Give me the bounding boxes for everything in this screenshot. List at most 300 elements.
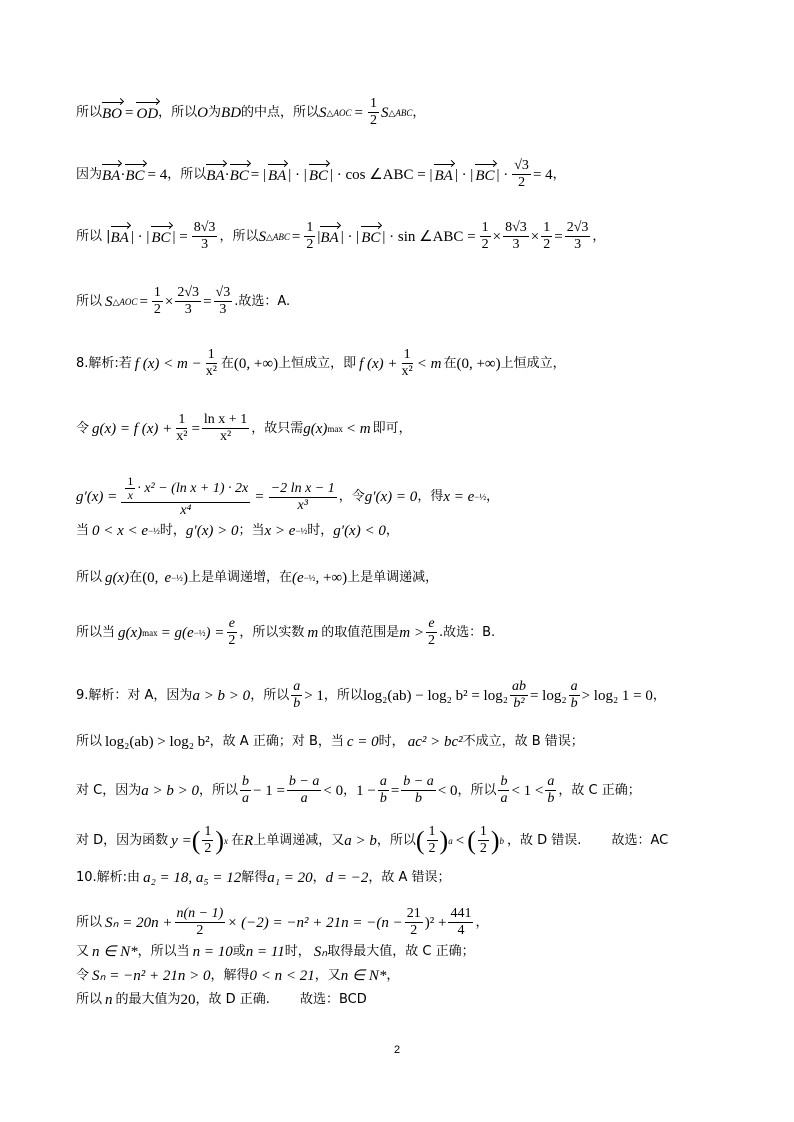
text: = (125, 104, 134, 121)
math: g′(x) = (76, 489, 118, 505)
denominator: 2 (153, 302, 161, 317)
vector-od: OD (136, 101, 158, 124)
denominator: 2 (204, 841, 212, 856)
text: × (492, 228, 502, 245)
math: n ∈ N* (92, 944, 138, 960)
denominator: 3 (201, 237, 209, 252)
denominator: 2 (428, 633, 435, 648)
text: | · | (288, 166, 307, 183)
vector-bc: BC (151, 225, 170, 248)
math: (e (291, 570, 304, 586)
math: ac² > bc² (407, 734, 463, 750)
numerator: 1 (306, 220, 314, 235)
denominator: x⁴ (180, 503, 192, 518)
text: ，故 D 错误. (507, 832, 582, 848)
text: ，所以实数 (239, 624, 305, 640)
text: ；当 (238, 523, 265, 538)
numerator: 1 (127, 474, 134, 488)
math: f (x) + (359, 355, 398, 372)
text: ，所以 (323, 687, 363, 703)
exponent: x (224, 835, 229, 846)
subscript: max (327, 423, 343, 434)
subscript: △ABC (265, 231, 290, 242)
text: = (554, 228, 563, 245)
line-1 (76, 96, 754, 129)
text: 即可， (372, 420, 412, 436)
numerator: a (379, 774, 387, 789)
numerator: 1 (428, 824, 436, 839)
line-3 (76, 220, 754, 253)
text: = (191, 420, 200, 437)
denominator: b (547, 791, 555, 806)
text: 上单调递减，又 (253, 832, 345, 848)
text: 解得 (241, 870, 268, 885)
math: g′(x) > 0 (185, 523, 239, 539)
text: 上恒成立，即 (278, 355, 357, 371)
numerator: 1 (178, 412, 186, 427)
text: (0, +∞) (233, 355, 279, 372)
subscript: △AOC (112, 296, 138, 307)
text: ，故 C 正确； (558, 782, 641, 798)
math: S (258, 228, 266, 245)
fraction (291, 679, 302, 712)
text: ， (552, 166, 566, 182)
paren-left: ( (467, 825, 476, 855)
text: 因为 (76, 166, 103, 182)
denominator: b (379, 791, 387, 806)
numerator: a (293, 679, 301, 694)
text: = 4 (532, 166, 553, 183)
text: ， (343, 782, 357, 798)
text: | · | (454, 166, 474, 183)
numerator (121, 475, 250, 503)
line-10 (76, 616, 754, 649)
text: 的最大值为 (115, 992, 181, 1007)
exponent: −½ (295, 526, 308, 536)
math: n (105, 992, 113, 1008)
numerator: e (428, 616, 435, 631)
fraction (569, 679, 580, 712)
text: 故选：BCD (299, 992, 367, 1007)
vector-ba: BA (434, 163, 452, 186)
line-14 (76, 824, 754, 857)
denominator: a (241, 791, 249, 806)
text: 上恒成立， (500, 355, 566, 371)
math: e (164, 570, 172, 586)
denominator: b² (513, 696, 525, 711)
numerator: 1 (204, 824, 212, 839)
denominator: 2 (481, 237, 489, 252)
exponent: −½ (474, 492, 487, 502)
vector-bc: BC (475, 163, 494, 186)
numerator: b (241, 774, 249, 789)
denominator: x² (205, 364, 217, 379)
text: × (164, 293, 174, 310)
line-9 (76, 568, 754, 588)
fraction (378, 774, 389, 807)
numerator: 441 (450, 906, 472, 921)
math: < m (416, 355, 442, 372)
text: 对 C，因为 (76, 782, 142, 798)
text: ，得 (417, 489, 444, 504)
text: ，所以当 (137, 944, 190, 959)
math: × (−2) = −n² + 21n = −(n − (227, 914, 403, 931)
fraction (545, 774, 556, 807)
text: 在 (129, 570, 143, 585)
text: )² + (424, 914, 447, 931)
text: 所以 (76, 570, 103, 585)
numerator: 8√3 (193, 220, 216, 235)
vector-ba: BA (206, 163, 224, 186)
text: ，故只需 (251, 420, 304, 436)
fraction (512, 158, 531, 191)
text: .故选：B. (439, 624, 496, 640)
line-13 (76, 774, 754, 807)
text: | · | (340, 228, 360, 245)
numerator: 1 (153, 285, 161, 300)
fraction (510, 679, 528, 712)
fraction (202, 824, 213, 857)
denominator: 2 (479, 841, 487, 856)
text: | = (172, 228, 188, 245)
denominator: 4 (457, 923, 465, 938)
text: ， (412, 104, 426, 120)
text: | (317, 228, 321, 245)
math: g′(x) = 0 (364, 489, 418, 505)
text: · (120, 166, 126, 183)
denominator: 3 (574, 237, 582, 252)
math: R (244, 832, 254, 849)
numerator: ln x + 1 (203, 412, 248, 427)
fraction (565, 220, 591, 253)
math: S (319, 104, 327, 121)
text: ， (312, 870, 326, 885)
text: 令 (76, 968, 90, 983)
text: 所以 (76, 734, 103, 749)
vector-bc: BC (230, 163, 249, 186)
denominator: a (300, 791, 308, 806)
line-8 (76, 521, 754, 541)
denominator: 3 (512, 237, 520, 252)
fraction (214, 285, 233, 318)
vector-ba: BA (268, 163, 286, 186)
text: (0, (142, 570, 159, 586)
text: − 1 = (252, 782, 285, 799)
numerator: 1 (369, 96, 377, 111)
fraction (448, 906, 473, 939)
paren-left: ( (415, 825, 425, 855)
text: ，所以 (250, 687, 290, 703)
math: x = e (443, 489, 475, 505)
math: S (105, 293, 113, 310)
fraction (426, 616, 437, 649)
line-16 (76, 906, 754, 939)
text: 又 (76, 944, 90, 959)
text: < (455, 832, 465, 849)
numerator: b − a (288, 774, 320, 789)
text: | · cos ∠ABC = | (329, 166, 433, 183)
line-15 (76, 868, 754, 888)
fraction (204, 347, 219, 380)
denominator: 2 (410, 923, 418, 938)
numerator: 1 (543, 220, 551, 235)
math: S (380, 104, 389, 121)
denominator: x (127, 488, 133, 502)
text: log₂(ab) − log₂ b² = log₂ (362, 687, 508, 704)
paren-right: ) (490, 825, 500, 855)
text: = (255, 489, 264, 505)
math: n = 10 (192, 944, 233, 960)
text: 为 (208, 104, 222, 120)
text: ，所以 (457, 782, 497, 798)
math: ) = (205, 624, 225, 641)
paren-left: ( (191, 825, 201, 855)
denominator: 2 (228, 633, 236, 648)
text: = | (250, 166, 266, 183)
text: 上是单调递增，在 (187, 570, 292, 585)
denominator: 2 (306, 237, 314, 252)
math: m > (399, 624, 424, 641)
text: | · | (130, 228, 150, 245)
text: 上是单调递减， (347, 570, 439, 585)
math: O (197, 104, 209, 121)
text: 所以 (76, 293, 103, 309)
line-11 (76, 679, 754, 712)
line-18 (76, 966, 754, 986)
math: g(x) (118, 624, 143, 641)
vector-bc: BC (361, 225, 380, 248)
text: 所以 | (76, 228, 111, 244)
math: a₂ = 18, a₅ = 12 (143, 870, 242, 886)
text: ，所以 (219, 228, 259, 244)
text: 时， (378, 734, 405, 749)
text: ， (486, 489, 500, 504)
line-17 (76, 942, 754, 962)
text: 在 (220, 355, 234, 371)
text: 或 (232, 944, 246, 959)
math: a > b (344, 832, 377, 849)
line-12 (76, 732, 754, 752)
text: .故选：A. (234, 293, 291, 309)
text: 在 (231, 832, 245, 848)
fraction (401, 774, 435, 807)
math: Sₙ = −n² + 21n > 0 (92, 968, 211, 984)
text: 时， (284, 944, 311, 959)
text: = 4 (147, 166, 168, 183)
numerator: 2√3 (566, 220, 589, 235)
text: ，所以 (376, 832, 416, 848)
text: 8.解析:若 (76, 355, 132, 371)
text: log₂(ab) > log₂ b² (105, 734, 210, 750)
text: ，解得 (210, 968, 250, 983)
numerator: 8√3 (505, 220, 527, 235)
text: > log₂ 1 = 0 (581, 687, 653, 704)
text: 9.解析：对 A，因为 (76, 687, 193, 703)
text: 10.解析:由 (76, 870, 141, 885)
text: ) (182, 570, 188, 586)
text: = (291, 228, 301, 245)
denominator: b (293, 696, 301, 711)
math: = g(e (160, 624, 194, 641)
fraction (240, 774, 251, 807)
numerator: e (228, 616, 236, 631)
text: = log₂ (529, 687, 567, 704)
math: a > b > 0 (192, 687, 251, 704)
fraction (541, 220, 552, 253)
math: n ∈ N* (340, 968, 387, 984)
text: 所以 (76, 992, 103, 1007)
fraction (503, 220, 529, 253)
text: ，令 (338, 489, 365, 504)
line-7 (76, 475, 754, 519)
fraction (480, 220, 491, 253)
denominator: x² (176, 429, 188, 444)
math: m (307, 624, 319, 641)
exponent: −½ (148, 526, 160, 536)
subscript: max (142, 627, 158, 638)
exponent: −½ (193, 627, 206, 638)
math: c = 0 (346, 734, 379, 750)
numerator: a (547, 774, 555, 789)
fraction (400, 347, 415, 380)
numerator: b (500, 774, 508, 789)
numerator: 1 (481, 220, 489, 235)
denominator: 2 (428, 841, 436, 856)
fraction (174, 412, 189, 445)
math: g(x) (303, 420, 328, 437)
math: g(x) (105, 570, 130, 586)
fraction (478, 824, 489, 857)
math: a₁ = 20 (267, 870, 313, 886)
fraction (226, 616, 237, 649)
fraction (121, 475, 250, 519)
fraction (152, 285, 163, 318)
text: 时， (307, 523, 334, 538)
text: ， (386, 968, 400, 983)
numerator: 1 (479, 824, 487, 839)
math: Sₙ (313, 944, 328, 960)
vector-ba: BA (320, 225, 338, 248)
text: ， (592, 228, 606, 244)
vector-ba: BA (111, 225, 129, 248)
text: | · (496, 166, 509, 183)
math: y = (171, 832, 192, 849)
fraction (287, 774, 321, 807)
numerator: ab (511, 679, 526, 694)
text: , +∞) (315, 570, 348, 586)
denominator: 2 (518, 175, 526, 190)
paren-right: ) (439, 825, 449, 855)
math: x > e (264, 523, 296, 539)
math: d = −2 (325, 870, 369, 886)
math: a > b > 0 (141, 782, 199, 799)
fraction (125, 475, 135, 502)
numerator: 1 (207, 347, 215, 362)
math: 0 < n < 21 (249, 968, 315, 984)
vector-bc: BC (125, 163, 144, 186)
text: ，所以 (158, 104, 198, 120)
vector-bc: BC (309, 163, 328, 186)
numerator: b − a (403, 774, 434, 789)
text: 1 − (356, 782, 376, 799)
text: ， (385, 523, 399, 538)
denominator: 2 (369, 113, 377, 128)
text: = (354, 104, 363, 121)
exponent: b (499, 835, 505, 846)
numerator: −2 ln x − 1 (270, 480, 335, 496)
text: = (203, 293, 212, 310)
line-5 (76, 347, 754, 380)
denominator: b (570, 696, 578, 711)
line-2 (76, 158, 754, 191)
fraction (368, 96, 379, 129)
math: 0 < x < e (92, 523, 149, 539)
text: 20 (180, 992, 196, 1008)
text: ，故 D 正确. (195, 992, 270, 1007)
text: < 0 (437, 782, 458, 799)
text: ，故 A 正确；对 B，当 (209, 734, 344, 749)
text: = (139, 293, 148, 310)
denominator: x² (219, 429, 232, 444)
vector-ba: BA (102, 163, 120, 186)
denominator: 2 (196, 923, 204, 938)
fraction (498, 774, 509, 807)
math: g(x) = f (x) + (92, 420, 173, 437)
numerator: √3 (215, 285, 231, 300)
text: | · sin ∠ABC = (382, 228, 476, 245)
exponent: −½ (171, 573, 183, 583)
text: ， (652, 687, 666, 703)
fraction (192, 220, 218, 253)
text: 令 (76, 420, 90, 436)
text: 所以 (76, 914, 103, 930)
text: ，又 (314, 968, 341, 983)
denominator: a (500, 791, 508, 806)
denominator: 3 (219, 302, 227, 317)
denominator: b (415, 791, 422, 806)
math: f (x) < m − (134, 355, 202, 372)
text: < 0 (323, 782, 344, 799)
fraction (202, 412, 249, 445)
text: 的中点，所以 (241, 104, 320, 120)
fraction (304, 220, 315, 253)
denominator: x² (401, 364, 413, 379)
numerator: n(n − 1) (176, 906, 224, 921)
text: ， (475, 914, 489, 930)
numerator: 1 (403, 347, 411, 362)
math: g′(x) < 0 (333, 523, 386, 539)
numerator: √3 (514, 158, 529, 173)
subscript: △AOC (326, 107, 352, 118)
numerator-rest: · x² − (ln x + 1) · 2x (137, 480, 249, 496)
text: ，所以 (167, 166, 207, 182)
line-4 (76, 285, 754, 318)
text: > 1 (304, 687, 324, 704)
math: Sₙ = 20n + (105, 914, 173, 931)
fraction (175, 906, 226, 939)
denominator: 3 (184, 302, 192, 317)
text: 时， (159, 523, 186, 538)
denominator: x³ (297, 497, 308, 513)
text: 的取值范围是 (321, 624, 400, 640)
line-19 (76, 990, 754, 1010)
numerator: a (570, 679, 578, 694)
text: 不成立，故 B 错误； (462, 734, 584, 749)
text: ，所以 (198, 782, 238, 798)
text: (0, +∞) (456, 355, 501, 372)
text: 在 (443, 355, 457, 371)
text: 所以当 (76, 624, 116, 640)
